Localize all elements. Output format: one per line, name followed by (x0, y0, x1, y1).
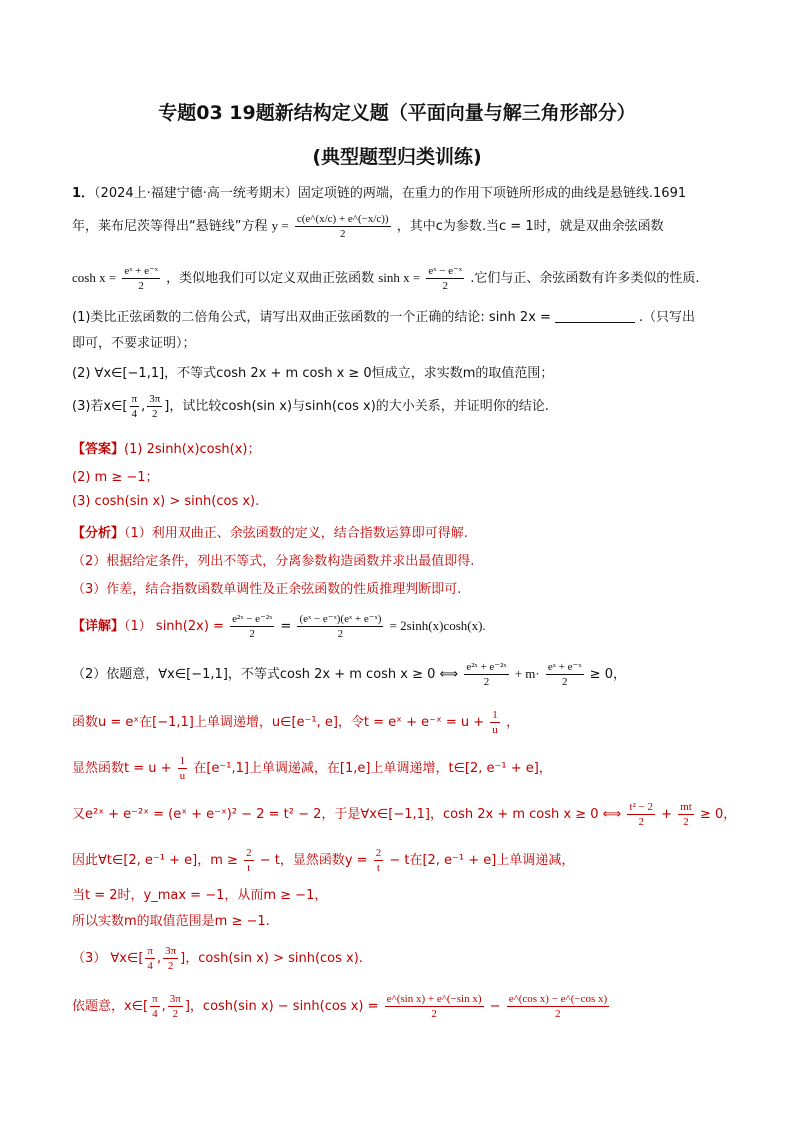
numerator: (eˣ − e⁻ˣ)(eˣ + e⁻ˣ) (299, 613, 382, 625)
question-source: （2024上·福建宁德·高一统考期末） (94, 186, 298, 201)
numerator: 3π (169, 993, 181, 1005)
numerator: e²ˣ − e⁻²ˣ (232, 613, 273, 625)
text: − t在[2, e⁻¹ + e]上单调递减， (389, 853, 575, 868)
fraction (464, 660, 508, 689)
fraction (374, 846, 384, 875)
analysis-3: （3）作差，结合指数函数单调性及正余弦函数的性质推理判断即可. (72, 582, 462, 597)
question-text: 固定项链的两端，在重力的作用下项链所形成的曲线是悬链线.1691 (297, 186, 687, 201)
detail-line-2 (72, 660, 734, 689)
detail-line-6 (72, 846, 734, 875)
detail-line-7: 当t = 2时，y_max = −1，从而m ≥ −1， (72, 888, 328, 903)
numerator: π (131, 393, 138, 405)
numerator: 2 (375, 847, 382, 859)
text: (1)类比正弦函数的二倍角公式，请写出双曲正弦函数的一个正确的结论: sinh 2x = (72, 310, 551, 325)
question-part-1-cont: 即可，不要求证明）； (72, 336, 196, 351)
numerator: eˣ + e⁻ˣ (124, 265, 158, 277)
answer-3: (3) cosh(sin x) > sinh(cos x). (72, 494, 260, 509)
text: .（只写出 (638, 310, 696, 325)
text: + m· (514, 666, 540, 681)
text: ]，cosh(sin x) − sinh(cos x) = (184, 999, 379, 1014)
fraction (627, 800, 655, 829)
denominator: 2 (431, 1008, 437, 1020)
text: + (661, 807, 673, 822)
numerator: c(e^(x/c) + e^(−x/c)) (296, 213, 389, 225)
page-title: 专题03 19题新结构定义题（平面向量与解三角形部分） (158, 102, 636, 124)
answer-blank (555, 322, 635, 323)
cosh-fraction (122, 264, 160, 293)
text: .它们与正、余弦函数有许多类似的性质. (470, 271, 700, 286)
denominator: 4 (147, 960, 153, 972)
fraction (145, 944, 155, 973)
page-subtitle: (典型题型归类训练) (312, 146, 482, 168)
numerator: 2 (246, 847, 252, 859)
fraction (147, 392, 162, 421)
numerator: 3π (165, 945, 177, 957)
fraction (546, 660, 584, 689)
numerator: t² − 2 (629, 801, 653, 813)
denominator: 2 (167, 960, 174, 972)
question-line-2 (72, 212, 734, 241)
numerator: 1 (492, 709, 498, 721)
denominator: 2 (555, 1008, 561, 1020)
denominator: t (376, 862, 380, 874)
denominator: 2 (683, 816, 689, 828)
detail-line-4 (72, 754, 734, 783)
numerator: eˣ + e⁻ˣ (547, 661, 582, 673)
denominator: 4 (152, 1008, 158, 1020)
fraction (490, 708, 500, 737)
text: 又e²ˣ + e⁻²ˣ = (eˣ + e⁻ˣ)² − 2 = t² − 2，于是∀x∈[−1,1]，cosh 2x + m cosh x ≥ 0 ⟺ (72, 807, 622, 822)
numerator: e²ˣ + e⁻²ˣ (466, 661, 507, 673)
denominator: 4 (131, 408, 138, 420)
text: 函数u = eˣ在[−1,1]上单调递增，u∈[e⁻¹, e]，令t = eˣ + e⁻ˣ = u + (72, 715, 485, 730)
answer-1: (1) 2sinh(x)cosh(x)； (124, 442, 261, 457)
question-number: 1． (72, 186, 95, 201)
denominator: u (492, 724, 498, 736)
fraction (244, 846, 254, 875)
text: 依题意，x∈[ (72, 999, 149, 1014)
text: (3)若x∈[ (72, 399, 128, 414)
denominator: 2 (442, 280, 448, 292)
analysis-line-1 (72, 522, 734, 541)
fraction (297, 612, 383, 641)
equation-lhs: y = (271, 218, 289, 233)
analysis-label: 【分析】 (72, 526, 125, 541)
fraction (678, 800, 694, 829)
numerator: e^(cos x) − e^(−cos x) (508, 993, 608, 1005)
denominator: t (247, 862, 251, 874)
fraction (178, 754, 188, 783)
detail-line-9: （3） ∀x∈[ $\frac{\pi}{4}$ , $\frac{3\pi}{2}$ ]，cosh(sin x) > sinh(cos x). (72, 945, 363, 972)
denominator: 2 (483, 676, 490, 688)
numerator: mt (680, 801, 692, 813)
question-part-2: (2) ∀x∈[−1,1]，不等式cosh 2x + m cosh x ≥ 0恒成立，求实数m的取值范围； (72, 366, 554, 381)
denominator: 2 (152, 408, 158, 420)
text: （2）依题意，∀x∈[−1,1]，不等式cosh 2x + m cosh x ≥ 0 ⟺ (72, 667, 459, 682)
denominator: 2 (638, 816, 644, 828)
sinh-def: sinh x = (378, 270, 421, 285)
catenary-fraction (295, 212, 391, 241)
question-part-1 (72, 306, 734, 325)
text: （1） sinh(2x) = (124, 619, 224, 634)
question-line-3 (72, 264, 734, 293)
text: ， (505, 715, 519, 730)
sinh-fraction (426, 264, 464, 293)
text: 在[e⁻¹,1]上单调递减，在[1,e]上单调递增，t∈[2, e⁻¹ + e]， (193, 761, 552, 776)
text: （3） ∀x∈[ (72, 951, 144, 966)
text: ≥ 0， (699, 807, 737, 822)
answer-line-1 (72, 438, 734, 457)
text: 因此∀t∈[2, e⁻¹ + e]，m ≥ (72, 853, 238, 868)
numerator: π (147, 945, 153, 957)
cosh-def: cosh x = (72, 270, 117, 285)
text: ≥ 0， (589, 667, 626, 682)
denominator: 2 (339, 228, 346, 240)
detail-line-1: 【详解】（1） sinh(2x) = $\frac{\text{e²ˣ − e⁻²ˣ}}{2}$ = $\frac{\text{(eˣ − e⁻ˣ)(eˣ + e⁻ˣ)}}{2}$ = 2sinh(x)cosh(x). (72, 613, 486, 640)
detail-label: 【详解】 (72, 619, 125, 634)
fraction (163, 944, 178, 973)
denominator: 2 (138, 280, 144, 292)
denominator: 2 (561, 676, 568, 688)
fraction (150, 992, 160, 1021)
numerator: eˣ − e⁻ˣ (428, 265, 463, 277)
text: ]，试比较cosh(sin x)与sinh(cos x)的大小关系，并证明你的结论. (164, 399, 549, 414)
numerator: e^(sin x) + e^(−sin x) (386, 993, 482, 1005)
numerator: 3π (149, 393, 161, 405)
answer-label: 【答案】 (72, 442, 125, 457)
fraction (507, 992, 609, 1021)
answer-2: (2) m ≥ −1； (72, 470, 159, 485)
question-line-1 (72, 182, 734, 201)
fraction (130, 392, 140, 421)
numerator: 1 (179, 755, 186, 767)
fraction (230, 612, 274, 641)
fraction (168, 992, 183, 1021)
analysis-2: （2）根据给定条件，列出不等式，分离参数构造函数并求出最值即得. (72, 554, 475, 569)
text: 年，莱布尼茨等得出“悬链线”方程 (72, 219, 268, 234)
denominator: 2 (337, 628, 344, 640)
detail-line-8: 所以实数m的取值范围是m ≥ −1. (72, 914, 270, 929)
detail-line-10: 依题意，x∈[ $\frac{\pi}{4}$ , $\frac{3\pi}{2}$ ]，cosh(sin x) − sinh(cos x) = $\frac{\text{e\textasciicircum{}(sin x) + e\textasciicircum{}(−sin x)}}{2}$ − $\frac{\text{e\textasciicircum{}(cos x) − e\textasciicircum{}(−cos x)}}{2}$ (72, 993, 608, 1020)
denominator: 2 (172, 1008, 179, 1020)
text: ]，cosh(sin x) > sinh(cos x). (180, 951, 363, 966)
numerator: π (152, 993, 158, 1005)
text: ，其中c为参数.当c = 1时，就是双曲余弦函数 (396, 219, 664, 234)
denominator: 2 (249, 628, 255, 640)
detail-line-3 (72, 708, 734, 737)
text: − (489, 999, 501, 1014)
text: 显然函数t = u + (72, 761, 172, 776)
analysis-1: （1）利用双曲正、余弦函数的定义，结合指数运算即可得解. (124, 526, 468, 541)
text: − t，显然函数y = (259, 853, 368, 868)
fraction (385, 992, 484, 1021)
text: ，类似地我们可以定义双曲正弦函数 (166, 271, 375, 286)
detail-line-5 (72, 800, 737, 829)
denominator: u (179, 770, 186, 782)
question-part-3: (3)若x∈[ $\frac{\pi}{4}$ , $\frac{3\pi}{2}$ ]，试比较cosh(sin x)与sinh(cos x)的大小关系，并证明你的结论. (72, 393, 549, 420)
text: = 2sinh(x)cosh(x). (389, 618, 486, 633)
